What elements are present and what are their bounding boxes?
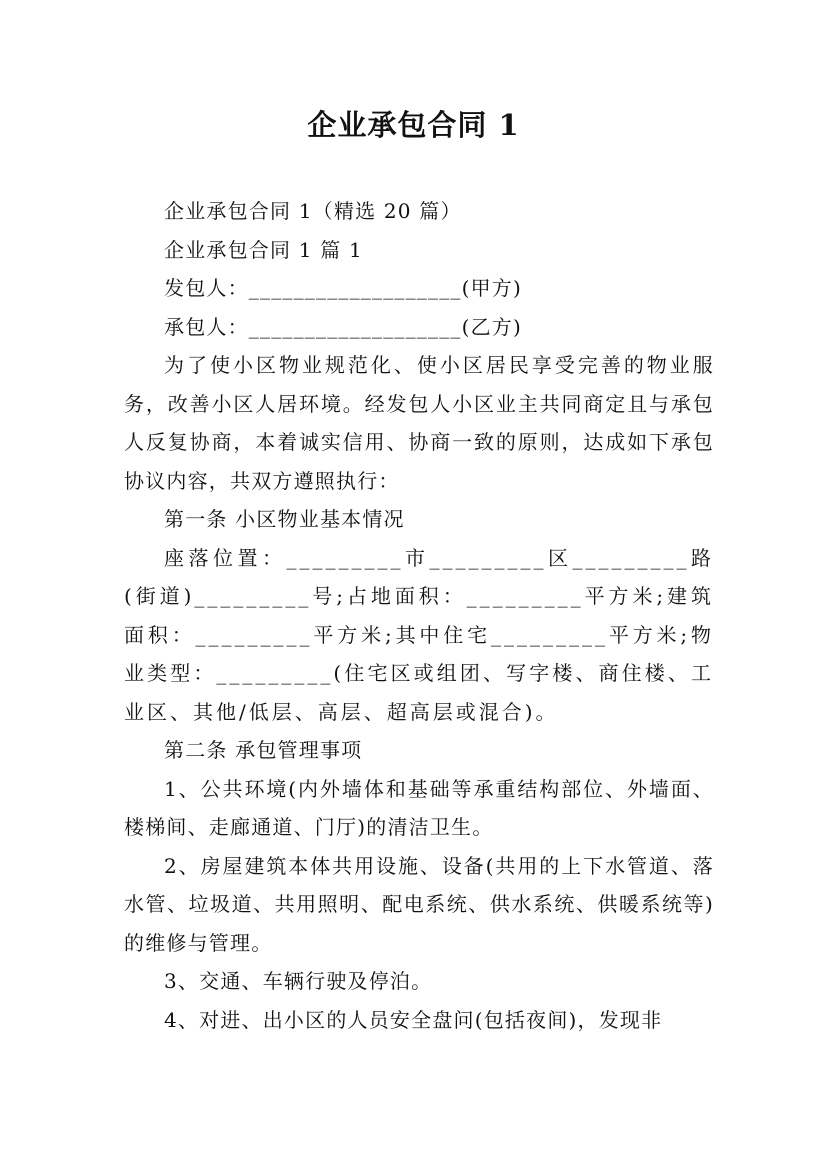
item-3-paragraph: 3、交通、车辆行驶及停泊。 xyxy=(164,969,433,993)
subtitle-line: 企业承包合同 1（精选 20 篇） xyxy=(164,199,462,223)
party-b-line: 承包人：___________________(乙方) xyxy=(164,314,523,339)
location-paragraph: 座落位置：_________市_________区_________路(街道)_________号;占地面积：_________平方米;建筑面积：_________平方米;其中住宅_________平方米;物业类型：_________(住宅区或组团、写字楼、商住楼、工业区、其他/低层、高层、超高层或混合)。 xyxy=(124,545,714,724)
document-body xyxy=(124,192,714,1039)
item-1-paragraph: 1、公共环境(内外墙体和基础等承重结构部位、外墙面、楼梯间、走廊通道、门厅)的清洁卫生。 xyxy=(124,776,714,839)
party-a-line: 发包人：___________________(甲方) xyxy=(164,276,523,300)
item-4-paragraph: 4、对进、出小区的人员安全盘问(包括夜间)，发现非 xyxy=(164,1007,663,1032)
article-1-heading: 第一条 小区物业基本情况 xyxy=(164,507,405,531)
item-2-paragraph: 2、房屋建筑本体共用设施、设备(共用的上下水管道、落水管、垃圾道、共用照明、配电系统、供水系统、供暖系统等)的维修与管理。 xyxy=(124,853,714,955)
article-2-heading: 第二条 承包管理事项 xyxy=(164,738,363,762)
section-heading-part-1: 企业承包合同 1 篇 1 xyxy=(164,237,363,262)
document-title: 企业承包合同 1 xyxy=(307,108,520,142)
preamble-paragraph: 为了使小区物业规范化、使小区居民享受完善的物业服务，改善小区人居环境。经发包人小区业主共同商定且与承包人反复协商，本着诚实信用、协商一致的原则，达成如下承包协议内容，共双方遵照执行： xyxy=(124,353,714,493)
